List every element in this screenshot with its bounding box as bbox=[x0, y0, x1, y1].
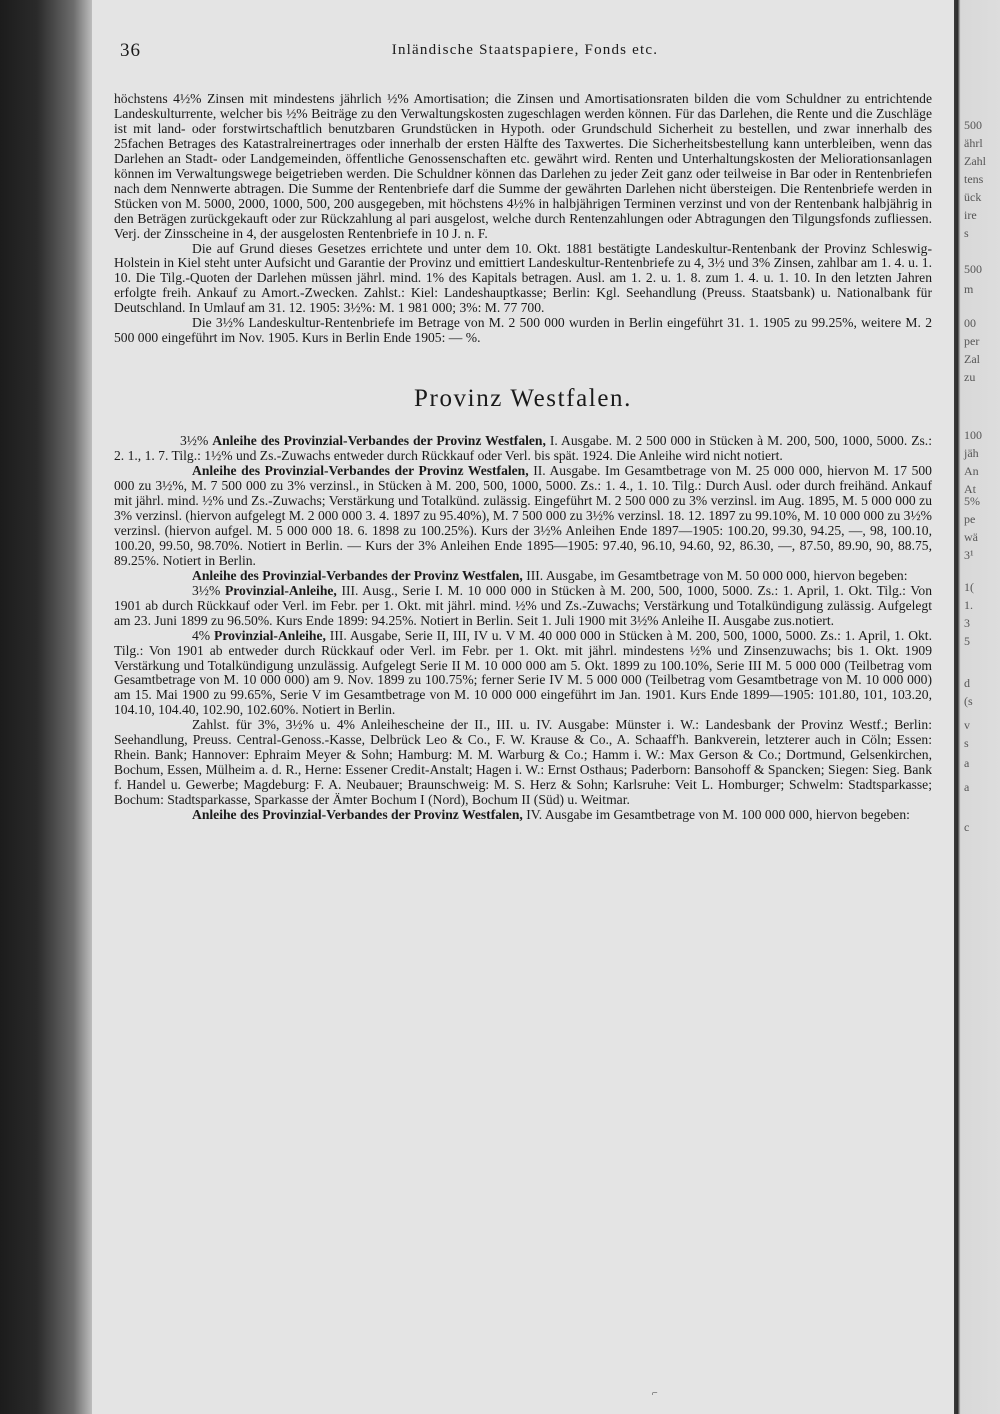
final-entry-paragraph bbox=[114, 808, 932, 823]
adjacent-page-fragment: d bbox=[964, 676, 970, 690]
entry-heading: Anleihe des Provinzial-Verbandes der Provinz Westfalen, bbox=[192, 567, 523, 583]
adjacent-page-fragment: 5 bbox=[964, 634, 970, 648]
adjacent-page-fragment: wä bbox=[964, 530, 978, 544]
adjacent-page-fragment: a bbox=[964, 780, 970, 794]
adjacent-page-fragment: An bbox=[964, 464, 979, 478]
adjacent-page-fragment: m bbox=[964, 282, 974, 296]
adjacent-page-fragment: Zahl bbox=[964, 154, 986, 168]
page-header bbox=[120, 40, 930, 64]
adjacent-page-fragment: ährl bbox=[964, 136, 983, 150]
intro-paragraph-3: Die 3½% Landeskultur-Rentenbriefe im Betrage von M. 2 500 000 wurden in Berlin eingeführt 31. 1. 1905 zu 99.25%, weitere M. 2 500 000 eingeführt im Nov. 1905. Kurs in Berlin Ende 1905: — %. bbox=[114, 315, 932, 346]
adjacent-page-fragment: zu bbox=[964, 370, 976, 384]
adjacent-page-fragment: jäh bbox=[964, 446, 979, 460]
adjacent-page-fragment: 00 bbox=[964, 316, 976, 330]
adjacent-page-fragment: (s bbox=[964, 694, 973, 708]
adjacent-page-fragment: tens bbox=[964, 172, 984, 186]
adjacent-page-fragment: per bbox=[964, 334, 980, 348]
adjacent-page-fragment: c bbox=[964, 820, 970, 834]
adjacent-page-fragment: 1. bbox=[964, 598, 973, 612]
adjacent-page-fragment: At bbox=[964, 482, 976, 496]
entry-paragraph bbox=[114, 584, 932, 629]
adjacent-page-fragment: v bbox=[964, 718, 970, 732]
adjacent-page-fragment: Zal bbox=[964, 352, 980, 366]
page-mark: ⌐ bbox=[652, 1388, 658, 1399]
entry-heading: Provinzial-Anleihe, bbox=[224, 582, 337, 598]
intro-paragraph-2: Die auf Grund dieses Gesetzes errichtete und unter dem 10. Okt. 1881 bestätigte Landeskultur-Rentenbank der Provinz Schleswig-Holstein in Kiel steht unter Aufsicht und Garantie der Provinz und emittiert Landeskultur-Rentenbriefe zu 4, 3½ und 3% Zinsen, zahlbar am 1. 4. u. 1. 10. Die Tilg.-Quoten der Darlehen müssen jährl. mind. 1% des Kapitals betragen. Ausl. am 1. 2. u. 1. 8. zum 1. 4. u. 1. 10. In den letzten Jahren erfolgte freih. Ankauf zu Amort.-Zwecken. Zahlst.: Kiel: Landeshauptkasse; Berlin: Kgl. Seehandlung (Preuss. Staatsbank) u. Nationalbank für Deutschland. In Umlauf am 31. 12. 1905: 3½%: M. 1 981 000; 3%: M. 77 700. bbox=[114, 240, 932, 316]
adjacent-page-fragment: 5% bbox=[964, 494, 980, 508]
adjacent-page-fragment: s bbox=[964, 736, 969, 750]
book-binding-shadow bbox=[0, 0, 92, 1414]
entry-text: III. Ausgabe, im Gesamtbetrage von M. 50 000 000, hiervon begeben: bbox=[522, 567, 908, 583]
entry-text: III. Ausg., Serie I. M. 10 000 000 in Stücken à M. 200, 500, 1000, 5000. Zs.: 1. April, 1. Okt. Tilg.: Von 1901 ab durch Rückkauf oder Verl. im Febr. per 1. Okt. mit jährl. mind. ½% und Zs.-Zuwachs; Verstärkung und Totalkündigung zulässig. Aufgelegt am 23. Juni 1899 zu 96.50%. Kurs Ende 1899: 94.25%. Notiert in Berlin. Seit 1. Juli 1900 mit 3½% Anleihe II. Ausgabe zus.notiert. bbox=[114, 582, 932, 628]
adjacent-page-fragment: ire bbox=[964, 208, 977, 222]
adjacent-page-fragment: a bbox=[964, 756, 970, 770]
entry-text: IV. Ausgabe im Gesamtbetrage von M. 100 000 000, hiervon begeben: bbox=[522, 807, 910, 823]
adjacent-page-fragment: 3¹ bbox=[964, 548, 974, 562]
section-title: Provinz Westfalen. bbox=[414, 385, 632, 413]
paying-agents-paragraph: Zahlst. für 3%, 3½% u. 4% Anleihescheine der II., III. u. IV. Ausgabe: Münster i. W.: Landesbank der Provinz Westf.; Berlin: Seehandlung, Preuss. Central-Genoss.-Kasse, Delbrück Leo & Co., F. W. Krause & Co., A. Schaaff'h. Bankverein, letzterer auch in Cöln; Essen: Rhein. Bank; Hannover: Ephraim Meyer & Sohn; Hamburg: M. M. Warburg & Co.; Hamm i. W.: Max Gerson & Co.; Dortmund, Gelsenkirchen, Bochum, Essen, Mülheim a. d. R., Herne: Essener Credit-Anstalt; Hagen i. W.: Ernst Osthaus; Paderborn: Bansohoff & Spancken; Siegen: Sieg. Bank f. Handel u. Gewerbe; Magdeburg: F. A. Neubauer; Braunschweig: M. S. Herz & Sohn; Karlsruhe: Veit L. Homburger; Schwelm: Stadtsparkasse; Bochum: Stadtsparkasse, Sparkasse der Ämter Bochum I (Nord), Bochum II (Süd) u. Weitmar. bbox=[114, 717, 932, 808]
adjacent-page-fragment: 3 bbox=[964, 616, 970, 630]
entry-text: II. Ausgabe. Im Gesamtbetrage von M. 25 000 000, hiervon M. 17 500 000 zu 3½%, M. 7 500 000 zu 3% verzinsl., in Stücken à M. 200, 500, 1000, 5000. Zs.: 1. 4., 1. 10. Tilg.: Durch Ausl. oder durch freihänd. Ankauf mit jährl. mind. ½% und Zs.-Zuwachs; Verstärkung und Totalkünd. zulässig. Eingeführt M. 2 500 000 zu 3% verzinsl. im Aug. 1895, M. 5 000 000 zu 3% verzinsl. (hiervon aufgelegt M. 2 000 000 3. 4. 1897 zu 95.40%), M. 7 500 000 zu 3½% verzinsl. 18. 12. 1897 zu 99.10%, M. 10 000 000 zu 3½% verzinsl. (hiervon aufgel. M. 5 000 000 18. 6. 1898 zu 100.25%). Kurs der 3½% Anleihen Ende 1897—1905: 100.20, 99.30, 94.25, —, 98, 100.10, 100.20, 99.50, 98.70%. Notiert in Berlin. — Kurs der 3% Anleihen Ende 1895—1905: 97.40, 96.10, 94.60, 92, 86.30, —, 87.50, 89.90, 90, 88.75, 89.25%. Notiert in Berlin. bbox=[114, 463, 932, 568]
page-body bbox=[114, 92, 932, 823]
page-number: 36 bbox=[120, 40, 141, 61]
adjacent-page-fragment: pe bbox=[964, 512, 976, 526]
entry-prefix: 3½% bbox=[192, 582, 225, 598]
entry-text: III. Ausgabe, Serie II, III, IV u. V M. 40 000 000 in Stücken à M. 200, 500, 1000, 5000. Zs.: 1. April, 1. Okt. Tilg.: Von 1901 ab entweder durch Rückkauf oder Verl. im Febr. per 1. Okt. mit jährl. mindestens ½% und Zinsenzuwachs; bis 1. Okt. 1909 Verstärkung und Totalkündigung unzulässig. Aufgelegt Serie II M. 10 000 000 am 5. Okt. 1899 zu 100.10%, Serie III M. 5 000 000 (Teilbetrag vom Gesamtbetrage von M. 10 000 000) am 9. Nov. 1899 zu 100.75%; ferner Serie IV M. 5 000 000 (Teilbetrag vom Gesamtbetrage von M. 10 000 000) am 15. Mai 1900 zu 99.65%, Serie V im Gesamtbetrage von M. 10 000 000 eingeführt im Jan. 1901. Kurs Ende 1899—1905: 101.80, 101, 103.20, 104.10, 104.40, 102.90, 102.60%. Notiert in Berlin. bbox=[114, 627, 932, 718]
adjacent-page-fragment: 500 bbox=[964, 118, 982, 132]
entry-heading: Anleihe des Provinzial-Verbandes der Provinz Westfalen, bbox=[192, 807, 523, 823]
adjacent-page-fragment: 100 bbox=[964, 428, 982, 442]
adjacent-page-fragment: 500 bbox=[964, 262, 982, 276]
adjacent-page-fragment: ück bbox=[964, 190, 982, 204]
entry-heading: Anleihe des Provinzial-Verbandes der Provinz Westfalen, bbox=[192, 463, 529, 479]
entry-paragraph bbox=[114, 569, 932, 584]
entry-heading: Provinzial-Anleihe, bbox=[214, 627, 326, 643]
entry-text: I. Ausgabe. M. 2 500 000 in Stücken à M. 200, 500, 1000, 5000. Zs.: 2. 1., 1. 7. Tilg.: 1½% und Zs.-Zuwachs entweder durch Rückkauf oder Verl. bis spät. 1924. Die Anleihe wird nicht notiert. bbox=[114, 433, 932, 464]
entry-prefix: 3½% bbox=[180, 433, 213, 449]
running-head: Inländische Staatspapiere, Fonds etc. bbox=[391, 42, 659, 58]
entry-heading: Anleihe des Provinzial-Verbandes der Provinz Westfalen, bbox=[212, 433, 546, 449]
entry-paragraph bbox=[114, 464, 932, 569]
intro-paragraph-1: höchstens 4½% Zinsen mit mindestens jährlich ½% Amortisation; die Zinsen und Amortisationsraten bilden die vom Schuldner zu entrichtende Landeskulturrente, welcher bis ½% Beiträge zu den Verwaltungskosten zugeschlagen werden können. Für das Darlehen, die Rente und die Zuschläge ist mit land- oder forstwirtschaftlich benutzbaren Grundstücken in Hypoth. oder Grundschuld Sicherheit zu bestellen, und zwar innerhalb des 25fachen Betrages des Katastralreinertrages oder innerhalb der ersten Hälfte des Taxwertes. Die Sicherheitsbestellung kann unterbleiben, wenn das Darlehen an Stadt- oder Landgemeinden, öffentliche Genossenschaften etc. gewährt wird. Renten und Unterhaltungskosten der Meliorationsanlagen können im Verwaltungswege beigetrieben werden. Die Schuldner können das Darlehen zu jeder Zeit ganz oder teilweise in Bar oder in Rentenbriefen nach dem Nennwerte abtragen. Die Summe der Rentenbriefe darf die Summe der gewährten Darlehen nicht übersteigen. Die Rentenbriefe werden in Stücken von M. 5000, 2000, 1000, 500, 200 ausgegeben, mit höchstens 4½% in halbjährigen Terminen verzinst und von der Rentenbank halbjährig in den Beträgen zurückgekauft oder zur Rückzahlung al pari ausgelost, welche durch Rentenzahlungen oder Abtragungen den Tilgungsfonds zufliessen. Verj. der Zinsscheine in 4, der ausgelosten Rentenbriefe in 10 J. n. F. bbox=[114, 91, 932, 241]
adjacent-page-edge bbox=[954, 0, 1000, 1414]
entry-prefix: 4% bbox=[192, 627, 215, 643]
adjacent-page-fragment: 1( bbox=[964, 580, 974, 594]
entry-paragraph bbox=[114, 434, 932, 464]
adjacent-page-fragment: s bbox=[964, 226, 969, 240]
entry-paragraph bbox=[114, 629, 932, 719]
